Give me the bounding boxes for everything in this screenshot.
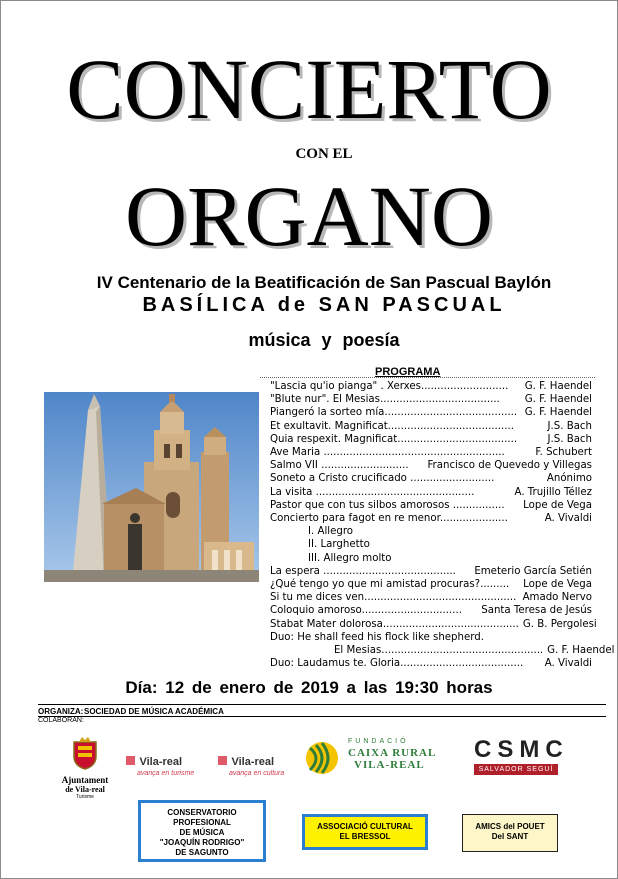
program-item [270, 578, 592, 591]
program-item-author [588, 552, 592, 565]
organiza-value: SOCIEDAD DE MÚSICA ACADÉMICA [84, 707, 224, 716]
program-item-title: "Lascia qu'io pianga" . Xerxes........................... [270, 381, 509, 392]
program-item-author: Santa Teresa de Jesús [481, 605, 592, 617]
program-item-title: II. Larghetto [308, 539, 370, 551]
program-item [270, 618, 597, 631]
program-title: PROGRAMA [375, 366, 441, 378]
ajuntament-line1: Ajuntament [61, 775, 109, 785]
program-item-author: Lope de Vega [523, 499, 592, 511]
instrument-title: ORGANO [125, 168, 493, 264]
program-item [270, 604, 592, 617]
box1-line: DE SAGUNTO [175, 848, 229, 857]
box3-line: Del SANT [491, 832, 529, 841]
program-item [270, 406, 592, 419]
program-item [270, 538, 592, 551]
program-item-author: J.S. Bach [547, 433, 592, 445]
program-item-title: Et exultavit. Magnificat....................................... [270, 420, 514, 432]
program-item-title: Ave Maria ........................................................ [270, 447, 505, 459]
ajuntament-line3: Turisme [76, 794, 94, 800]
csmc-sub: SALVADOR SEGUÍ [474, 764, 558, 775]
box1-line: CONSERVATORIO [167, 808, 237, 817]
program-item [270, 499, 592, 512]
basilica-photo [44, 392, 259, 582]
csmc-name: CSMC [474, 736, 569, 763]
box1-line: "JOAQUÍN RODRIGO" [159, 838, 245, 847]
program-item [270, 486, 592, 499]
caixa-line2: CAIXA RURAL [348, 747, 437, 759]
program-item-author: A. Vivaldi [544, 658, 592, 670]
program-item-author: F. Schubert [535, 447, 592, 459]
ajuntament-logo [50, 736, 120, 801]
program-item-title: Concierto para fagot en re menor..................... [270, 513, 508, 525]
program-item [270, 446, 592, 459]
conservatorio-box [138, 800, 266, 862]
caixa-line3: VILA-REAL [354, 759, 425, 771]
program-item-title: Quia respexit. Magnificat..................................... [270, 433, 518, 445]
program-item-title: La visita ................................................. [270, 486, 475, 498]
program-item-title: Duo: He shall feed his flock like shepherd. [270, 631, 484, 643]
bressol-box [302, 814, 428, 850]
program-item-author [588, 631, 592, 644]
program-item [270, 459, 592, 472]
program-item-title: Soneto a Cristo crucificado .......................... [270, 473, 495, 485]
vilareal-tourism-name: Vila-real [139, 756, 183, 768]
program-rule [260, 377, 595, 378]
program-item [270, 644, 615, 657]
program-item [270, 420, 592, 433]
program-item-author: G. F. Haendel [547, 645, 615, 657]
program-list [270, 380, 615, 670]
vilareal-mark-icon [218, 756, 227, 765]
program-item [270, 552, 592, 565]
program-item-title: La espera ......................................... [270, 565, 456, 577]
amics-box [462, 814, 558, 852]
program-item-title: Salmo VII ........................... [270, 460, 409, 472]
organiza-label: ORGANIZA: [38, 707, 84, 716]
program-item-title: Stabat Mater dolorosa.......................................... [270, 618, 519, 630]
program-item [270, 565, 592, 578]
vilareal-culture-tag: avança en cultura [229, 770, 285, 777]
program-item [270, 472, 592, 485]
program-item-author [588, 538, 592, 551]
csmc-logo [474, 736, 569, 775]
program-item-author: G. F. Haendel [524, 381, 592, 392]
box1-line: PROFESIONAL [173, 818, 231, 827]
program-item-author: Emeterio García Setién [474, 565, 592, 577]
program-item [270, 591, 592, 604]
program-item-author: Lope de Vega [523, 579, 592, 591]
program-item-author [588, 525, 592, 538]
vilareal-culture-logo [218, 752, 308, 777]
box3-line: AMICS del POUET [475, 822, 545, 831]
program-item-title: "Blute nur". El Mesias..................................... [270, 394, 500, 406]
box2-line: ASSOCIACIÓ CULTURAL [317, 822, 413, 831]
program-item [270, 657, 592, 670]
colaboran-label: COLABORAN: [38, 717, 84, 724]
program-item [270, 433, 592, 446]
program-item-author: G. B. Pergolesi [522, 618, 597, 630]
subtitle: IV Centenario de la Beatificación de San Pascual Baylón [96, 273, 552, 292]
box1-line: DE MÚSICA [179, 828, 225, 837]
program-item [270, 631, 592, 644]
program-item-author: Francisco de Quevedo y Villegas [427, 460, 592, 472]
theme: música y poesía [248, 330, 400, 350]
title-connector: CON EL [295, 146, 353, 162]
caixa-rural-logo [304, 738, 444, 778]
program-item-title: Coloquio amoroso............................... [270, 605, 462, 617]
program-item-title: Duo: Laudamus te. Gloria...................................... [270, 658, 524, 670]
caixa-sun-icon [304, 740, 342, 776]
program-item [270, 380, 592, 393]
box2-line: EL BRESSOL [339, 832, 391, 841]
title: CONCIERTO [66, 41, 552, 137]
program-item [270, 393, 592, 406]
program-item-title: III. Allegro molto [308, 552, 392, 564]
program-item-title: Pastor que con tus silbos amorosos ................ [270, 499, 505, 511]
date-line: Día: 12 de enero de 2019 a las 19:30 horas [125, 678, 493, 697]
ajuntament-line2: de Vila-real [65, 785, 105, 794]
program-item-title: ¿Qué tengo yo que mi amistad procuras?......... [270, 579, 510, 591]
program-item-author: A. Trujillo Téllez [514, 486, 592, 498]
program-item-title: El Mesias.................................................. [334, 645, 544, 657]
program-item-title: Piangeró la sorteo mía......................................... [270, 407, 518, 419]
vilareal-tourism-logo [126, 752, 216, 777]
program-item [270, 525, 592, 538]
vilareal-mark-icon [126, 756, 135, 765]
vilareal-culture-name: Vila-real [231, 756, 275, 768]
program-item-author: G. F. Haendel [524, 407, 592, 419]
program-item-author: G. F. Haendel [524, 394, 592, 406]
program-item-title: I. Allegro [308, 526, 354, 538]
program-item [270, 512, 592, 525]
vilareal-tourism-tag: avança en turisme [137, 770, 195, 777]
program-item-author: Amado Nervo [522, 592, 592, 604]
caixa-line1: FUNDACIÓ [348, 738, 409, 745]
program-item-author: Anónimo [546, 473, 592, 485]
program-item-title: Si tu me dices ven............................................... [270, 592, 517, 604]
coat-of-arms-icon [70, 736, 100, 770]
program-item-author: J.S. Bach [547, 420, 592, 432]
divider-bottom [38, 716, 606, 717]
venue: BASÍLICA de SAN PASCUAL [142, 294, 506, 316]
divider-top [38, 704, 606, 705]
program-item-author: A. Vivaldi [544, 513, 592, 525]
